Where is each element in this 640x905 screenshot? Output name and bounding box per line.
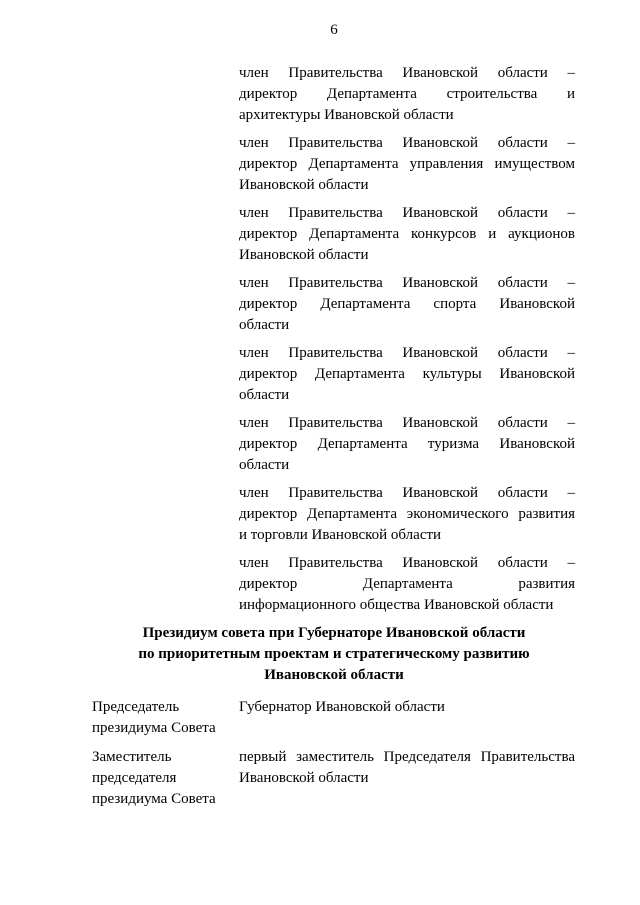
page-number: 6 bbox=[330, 22, 338, 38]
member-line: член Правительства Ивановской области – bbox=[239, 205, 575, 221]
member-line: директор Департамента конкурсов и аукционов bbox=[239, 226, 575, 242]
member-paragraph bbox=[239, 133, 575, 196]
presidium-rows bbox=[92, 697, 576, 810]
member-line: информационного общества Ивановской области bbox=[239, 597, 554, 613]
row-value bbox=[239, 747, 575, 810]
member-line: области bbox=[239, 317, 290, 333]
member-paragraph bbox=[239, 63, 575, 126]
member-line: член Правительства Ивановской области – bbox=[239, 65, 575, 81]
members-list bbox=[239, 63, 575, 616]
section-heading bbox=[92, 623, 576, 686]
member-line: член Правительства Ивановской области – bbox=[239, 135, 575, 151]
row-value-line: первый заместитель Председателя Правительства bbox=[239, 749, 575, 765]
presidium-row bbox=[92, 747, 576, 810]
presidium-row bbox=[92, 697, 576, 739]
member-line: Ивановской области bbox=[239, 247, 369, 263]
row-role-label: Председатель президиума Совета bbox=[92, 699, 216, 736]
member-line: директор Департамента туризма Ивановской bbox=[239, 436, 575, 452]
member-line: области bbox=[239, 387, 290, 403]
member-line: директор Департамента развития bbox=[239, 576, 575, 592]
member-line: архитектуры Ивановской области bbox=[239, 107, 454, 123]
member-line: директор Департамента спорта Ивановской bbox=[239, 296, 575, 312]
member-line: директор Департамента экономического развития bbox=[239, 506, 575, 522]
member-paragraph bbox=[239, 273, 575, 336]
member-paragraph bbox=[239, 553, 575, 616]
member-line: директор Департамента культуры Ивановской bbox=[239, 366, 575, 382]
member-line: директор Департамента управления имуществом bbox=[239, 156, 575, 172]
member-paragraph bbox=[239, 483, 575, 546]
member-line: и торговли Ивановской области bbox=[239, 527, 442, 543]
member-line: Ивановской области bbox=[239, 177, 369, 193]
member-line: член Правительства Ивановской области – bbox=[239, 415, 575, 431]
member-line: член Правительства Ивановской области – bbox=[239, 275, 575, 291]
member-line: директор Департамента строительства и bbox=[239, 86, 575, 102]
member-line: член Правительства Ивановской области – bbox=[239, 555, 575, 571]
member-paragraph bbox=[239, 343, 575, 406]
member-line: член Правительства Ивановской области – bbox=[239, 485, 575, 501]
heading-line: Ивановской области bbox=[264, 667, 404, 683]
member-line: член Правительства Ивановской области – bbox=[239, 345, 575, 361]
heading-line: по приоритетным проектам и стратегическому развитию bbox=[138, 646, 530, 662]
row-role-label: Заместитель председателя президиума Совета bbox=[92, 749, 216, 807]
row-value-line: Ивановской области bbox=[239, 770, 369, 786]
member-line: области bbox=[239, 457, 290, 473]
member-paragraph bbox=[239, 203, 575, 266]
member-paragraph bbox=[239, 413, 575, 476]
row-value bbox=[239, 697, 575, 739]
row-value-line: Губернатор Ивановской области bbox=[239, 699, 445, 715]
heading-line: Президиум совета при Губернаторе Ивановской области bbox=[142, 625, 526, 641]
